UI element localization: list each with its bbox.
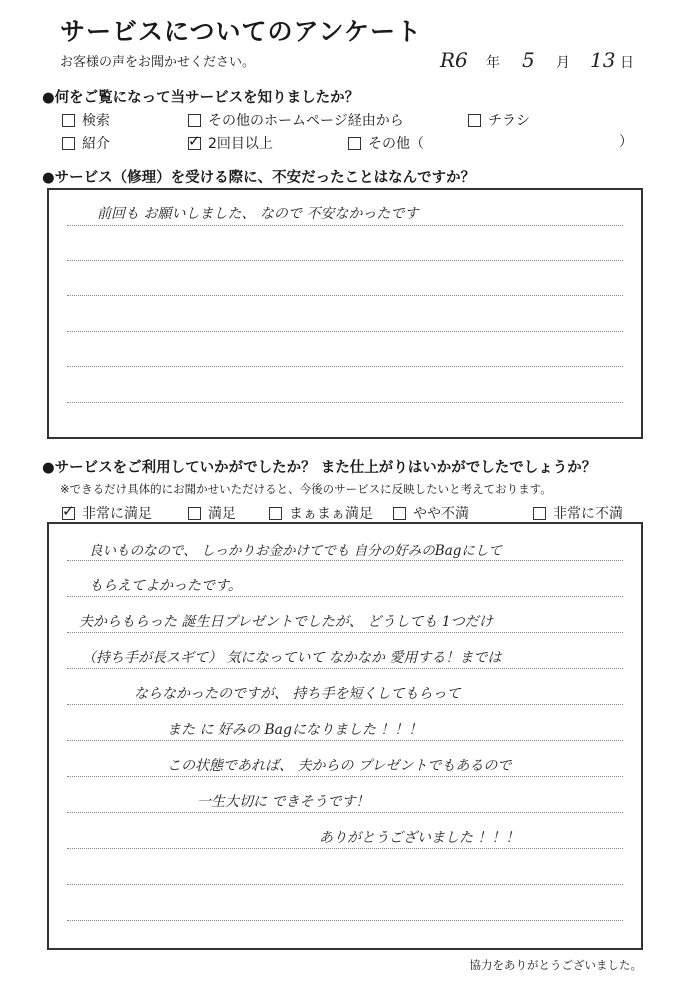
date-month[interactable]: 5 — [522, 48, 535, 72]
checkbox-label: 満足 — [208, 506, 236, 522]
answer-rule — [67, 884, 623, 885]
answer-text-line: 前回も お願いしました、 なので 不安なかったです — [97, 206, 419, 222]
checkbox-box[interactable] — [393, 507, 406, 520]
checkbox-referral[interactable] — [62, 133, 110, 153]
checkbox-box[interactable] — [188, 507, 201, 520]
checkbox-label: やや不満 — [413, 506, 469, 522]
answer-text-line: 夫からもらった 誕生日プレゼントでしたが、 どうしても 1つだけ — [79, 614, 493, 630]
answer-rule — [67, 668, 623, 669]
answer-rule — [67, 560, 623, 561]
answer-rule — [67, 704, 623, 705]
checkbox-very-dissatisfied[interactable] — [533, 503, 623, 523]
checkbox-label: 非常に不満 — [553, 506, 623, 522]
survey-title: サービスについてのアンケート — [60, 17, 423, 46]
answer-text-line: もらえてよかったです。 — [89, 578, 242, 594]
question-3: ●サービスをご利用していかがでしたか？ また仕上がりはいかがでしたでしょうか？ — [42, 460, 597, 476]
checkbox-box[interactable] — [188, 131, 201, 150]
date-era[interactable]: R6 — [440, 48, 468, 72]
answer-rule — [67, 776, 623, 777]
question-3-note: ※できるだけ具体的にお聞かせいただけると、今後のサービスに反映したいと考えております。 — [60, 482, 552, 496]
checkbox-label: その他（ — [368, 136, 424, 152]
checkbox-flyer[interactable] — [468, 110, 530, 130]
answer-rule — [67, 402, 623, 403]
answer-rule — [67, 848, 623, 849]
answer-rule — [67, 812, 623, 813]
checkbox-slightly-dissatisfied[interactable] — [393, 503, 469, 523]
answer-box-anxiety[interactable] — [47, 188, 643, 439]
answer-rule — [67, 331, 623, 332]
answer-rule — [67, 632, 623, 633]
answer-rule — [67, 366, 623, 367]
checkbox-repeat-visit[interactable] — [188, 133, 273, 153]
date-month-unit: 月 — [556, 55, 570, 71]
check-mark-icon: ✓ — [188, 131, 201, 150]
checkbox-box[interactable] — [533, 507, 546, 520]
checkbox-satisfied[interactable] — [188, 503, 236, 523]
answer-text-line: この状態であれば、 夫からの プレゼントでもあるので — [167, 758, 512, 774]
checkbox-label: まぁまぁ満足 — [289, 506, 373, 522]
answer-rule — [67, 295, 623, 296]
checkbox-label: 2回目以上 — [208, 136, 273, 152]
checkbox-other[interactable] — [348, 133, 424, 153]
checkbox-label: その他のホームページ経由から — [208, 113, 404, 129]
other-close-paren: ） — [619, 134, 633, 150]
answer-text-line: 一生大切に できそうです！ — [197, 794, 370, 810]
footer-thanks: 協力をありがとうございました。 — [469, 958, 642, 972]
checkbox-box[interactable] — [468, 114, 481, 127]
answer-rule — [67, 920, 623, 921]
answer-text-line: ならなかったのですが、 持ち手を短くしてもらって — [134, 686, 461, 702]
checkbox-search[interactable] — [62, 110, 110, 130]
survey-subtitle: お客様の声をお聞かせください。 — [60, 55, 256, 70]
answer-rule — [67, 740, 623, 741]
answer-rule — [67, 596, 623, 597]
checkbox-box[interactable] — [269, 507, 282, 520]
date-day[interactable]: 13 — [590, 48, 616, 72]
question-1: ●何をご覧になって当サービスを知りましたか？ — [42, 90, 360, 106]
answer-text-line: また に 好みの Bagになりました ！！！ — [167, 722, 423, 738]
answer-text-line: ありがとうございました ！！！ — [319, 830, 520, 846]
answer-rule — [67, 225, 623, 226]
answer-rule — [67, 260, 623, 261]
check-mark-icon: ✓ — [62, 501, 75, 520]
checkbox-box[interactable] — [62, 114, 75, 127]
checkbox-label: チラシ — [488, 113, 530, 129]
checkbox-box[interactable] — [348, 137, 361, 150]
checkbox-somewhat-satisfied[interactable] — [269, 503, 373, 523]
question-2: ●サービス（修理）を受ける際に、不安だったことはなんですか？ — [42, 170, 476, 186]
checkbox-box[interactable] — [62, 137, 75, 150]
date-day-unit: 日 — [620, 55, 634, 71]
checkbox-other-homepage[interactable] — [188, 110, 404, 130]
checkbox-label: 紹介 — [82, 136, 110, 152]
checkbox-very-satisfied[interactable] — [62, 503, 152, 523]
checkbox-box[interactable] — [62, 501, 75, 520]
answer-text-line: 良いものなので、 しっかりお金かけてでも 自分の好みのBagにして — [89, 543, 502, 559]
answer-text-line: （持ち手が長スギて） 気になっていて なかなか 愛用する！までは — [82, 650, 502, 666]
checkbox-label: 検索 — [82, 113, 110, 129]
answer-box-satisfaction[interactable] — [47, 522, 643, 950]
date-year-unit: 年 — [486, 55, 500, 71]
checkbox-label: 非常に満足 — [82, 506, 152, 522]
checkbox-box[interactable] — [188, 114, 201, 127]
